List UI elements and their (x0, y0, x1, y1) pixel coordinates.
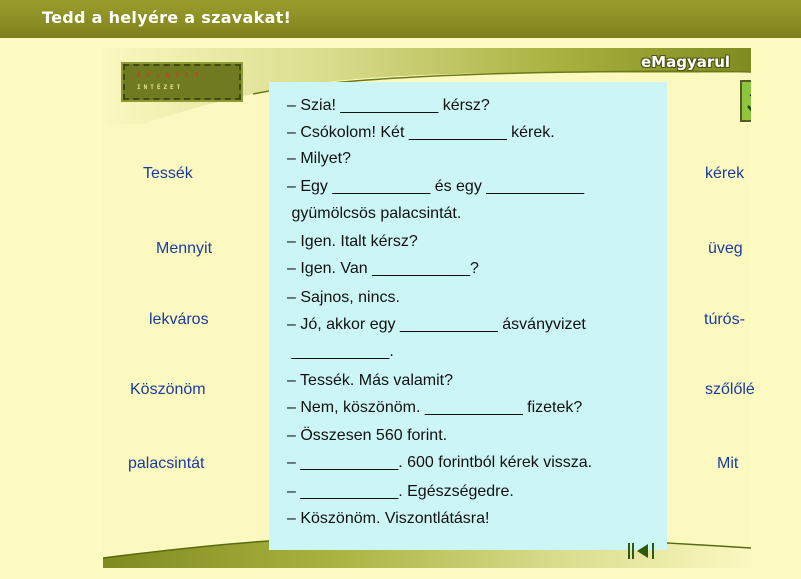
brand-name: eMagyarul (641, 53, 731, 71)
logo (123, 64, 241, 100)
exercise-line: – Szia! ___________ kérsz? (287, 97, 490, 114)
logo-line-1: BALASSI (137, 72, 205, 79)
exercise-line: – Csókolom! Két ___________ kérek. (287, 124, 555, 141)
exercise-line: – Köszönöm. Viszontlátásra! (287, 510, 490, 527)
word-tile[interactable]: üveg (708, 240, 743, 257)
word-tile[interactable]: Köszönöm (130, 381, 206, 398)
exercise-line: – Nem, köszönöm. ___________ fizetek? (287, 399, 583, 416)
word-tile[interactable]: lekváros (149, 311, 209, 328)
exercise-line: – Tessék. Más valamit? (287, 372, 453, 389)
word-tile[interactable]: szőlőlé (705, 381, 755, 398)
exercise-line: – Összesen 560 forint. (287, 427, 448, 444)
exercise-line: – Sajnos, nincs. (287, 289, 400, 306)
title-bar (0, 0, 801, 38)
logo-line-2: INTÉZET (137, 84, 184, 91)
exercise-line: gyümölcsös palacsintát. (287, 205, 462, 222)
exercise-line: ___________. (287, 343, 394, 360)
exercise-line: – Igen. Van ___________? (287, 260, 479, 277)
exercise-line: – Egy ___________ és egy ___________ (287, 178, 585, 195)
exercise-line: – Milyet? (287, 150, 352, 167)
nav-first-icon (628, 543, 654, 559)
word-tile[interactable]: Mennyit (156, 240, 213, 257)
exercise-line: – ___________. 600 forintból kérek vissza. (287, 454, 593, 471)
check-icon (742, 82, 751, 120)
exercise-line: – Jó, akkor egy ___________ ásványvizet (287, 316, 586, 333)
check-button[interactable] (740, 80, 751, 122)
exercise-line: – Igen. Italt kérsz? (287, 233, 418, 250)
word-tile[interactable]: Tessék (143, 165, 193, 182)
word-tile[interactable]: túrós- (704, 311, 745, 328)
word-tile[interactable]: palacsintát (128, 455, 205, 472)
nav-first-button[interactable] (626, 541, 656, 561)
word-tile[interactable]: Mit (717, 455, 739, 472)
page-title: Tedd a helyére a szavakat! (42, 8, 292, 27)
word-tile[interactable]: kérek (705, 165, 745, 182)
exercise-line: – ___________. Egészségedre. (287, 483, 514, 500)
